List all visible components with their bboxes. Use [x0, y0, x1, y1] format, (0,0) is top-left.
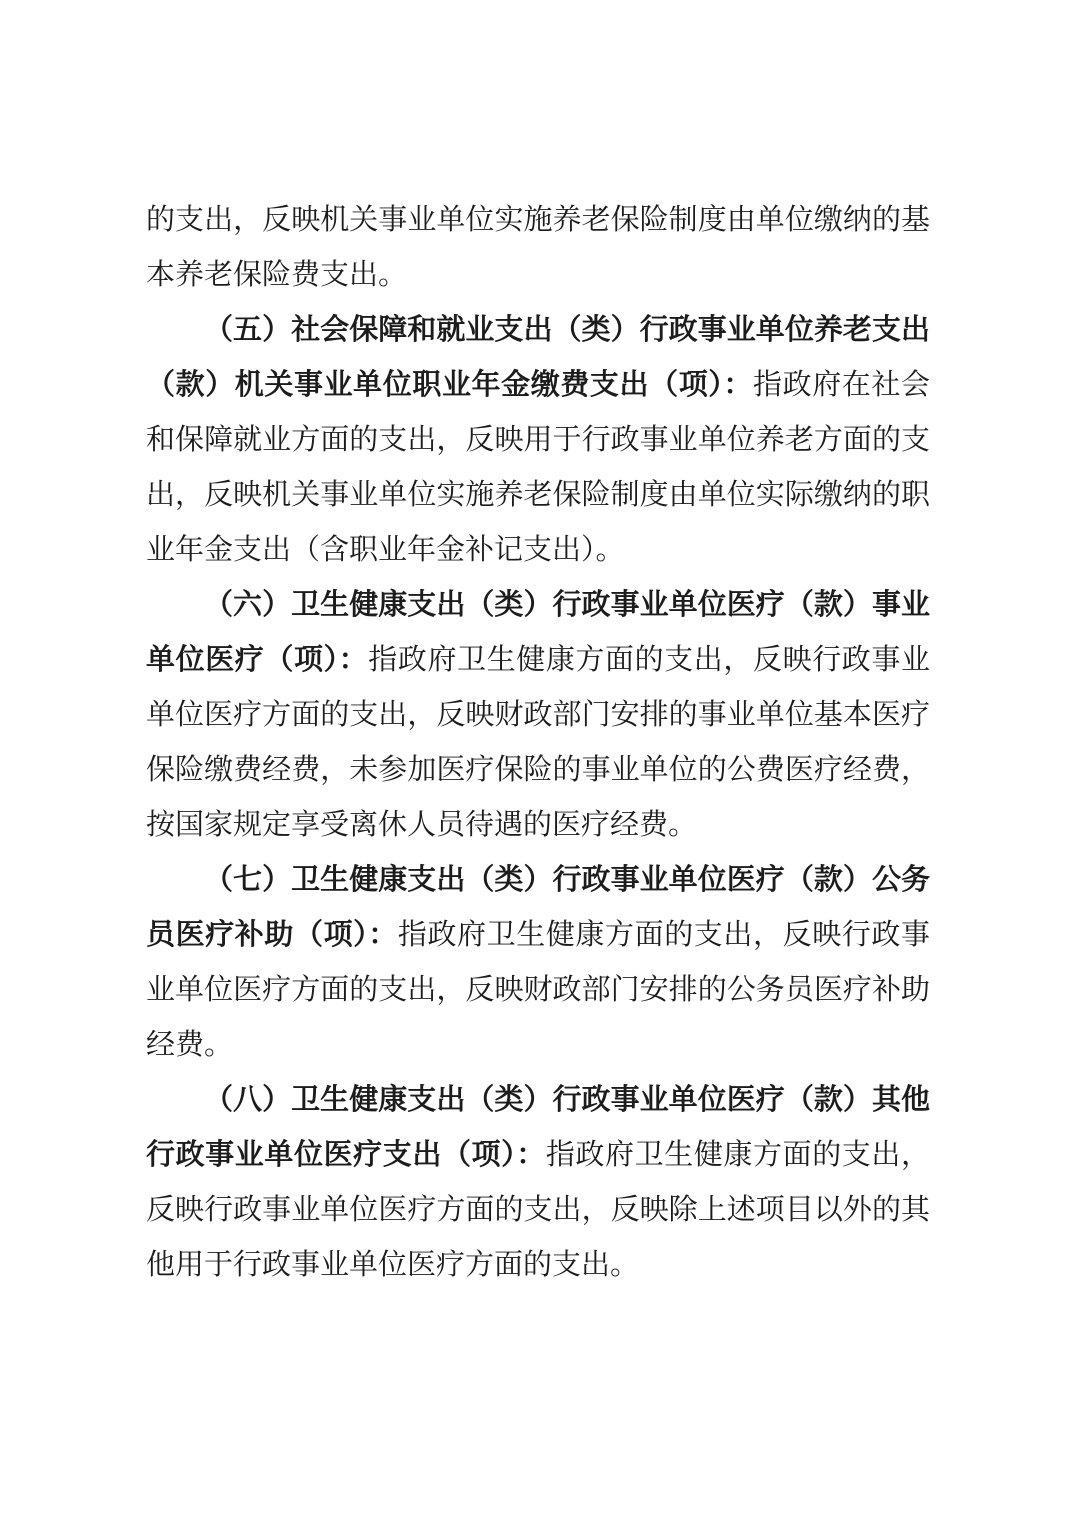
- paragraph: [146, 853, 930, 1073]
- paragraph: [146, 1073, 930, 1293]
- paragraph-lead: （五）社会保障和就业支出（类）行政事业单位养老支出（款）机关事业单位职业年金缴费支出（项）：: [146, 314, 930, 401]
- paragraph-lead: （六）卫生健康支出（类）行政事业单位医疗（款）事业单位医疗（项）：: [146, 589, 930, 676]
- paragraph-body: 指政府卫生健康方面的支出，反映行政事业单位医疗方面的支出，反映除上述项目以外的其他用于行政事业单位医疗方面的支出。: [146, 1139, 930, 1281]
- paragraph-body: 的支出，反映机关事业单位实施养老保险制度由单位缴纳的基本养老保险费支出。: [146, 204, 930, 291]
- paragraph: [146, 193, 930, 303]
- paragraph-lead: （七）卫生健康支出（类）行政事业单位医疗（款）公务员医疗补助（项）：: [146, 864, 930, 951]
- paragraph: [146, 303, 930, 578]
- paragraph: [146, 578, 930, 853]
- paragraph-body: 指政府在社会和保障就业方面的支出，反映用于行政事业单位养老方面的支出，反映机关事业单位实施养老保险制度由单位实际缴纳的职业年金支出（含职业年金补记支出）。: [146, 369, 930, 566]
- paragraph-lead: （八）卫生健康支出（类）行政事业单位医疗（款）其他行政事业单位医疗支出（项）：: [146, 1084, 930, 1171]
- paragraph-body: 指政府卫生健康方面的支出，反映行政事业单位医疗方面的支出，反映财政部门安排的公务员医疗补助经费。: [146, 919, 930, 1061]
- paragraph-body: 指政府卫生健康方面的支出，反映行政事业单位医疗方面的支出，反映财政部门安排的事业单位基本医疗保险缴费经费，未参加医疗保险的事业单位的公费医疗经费，按国家规定享受离休人员待遇的医疗经费。: [146, 644, 930, 841]
